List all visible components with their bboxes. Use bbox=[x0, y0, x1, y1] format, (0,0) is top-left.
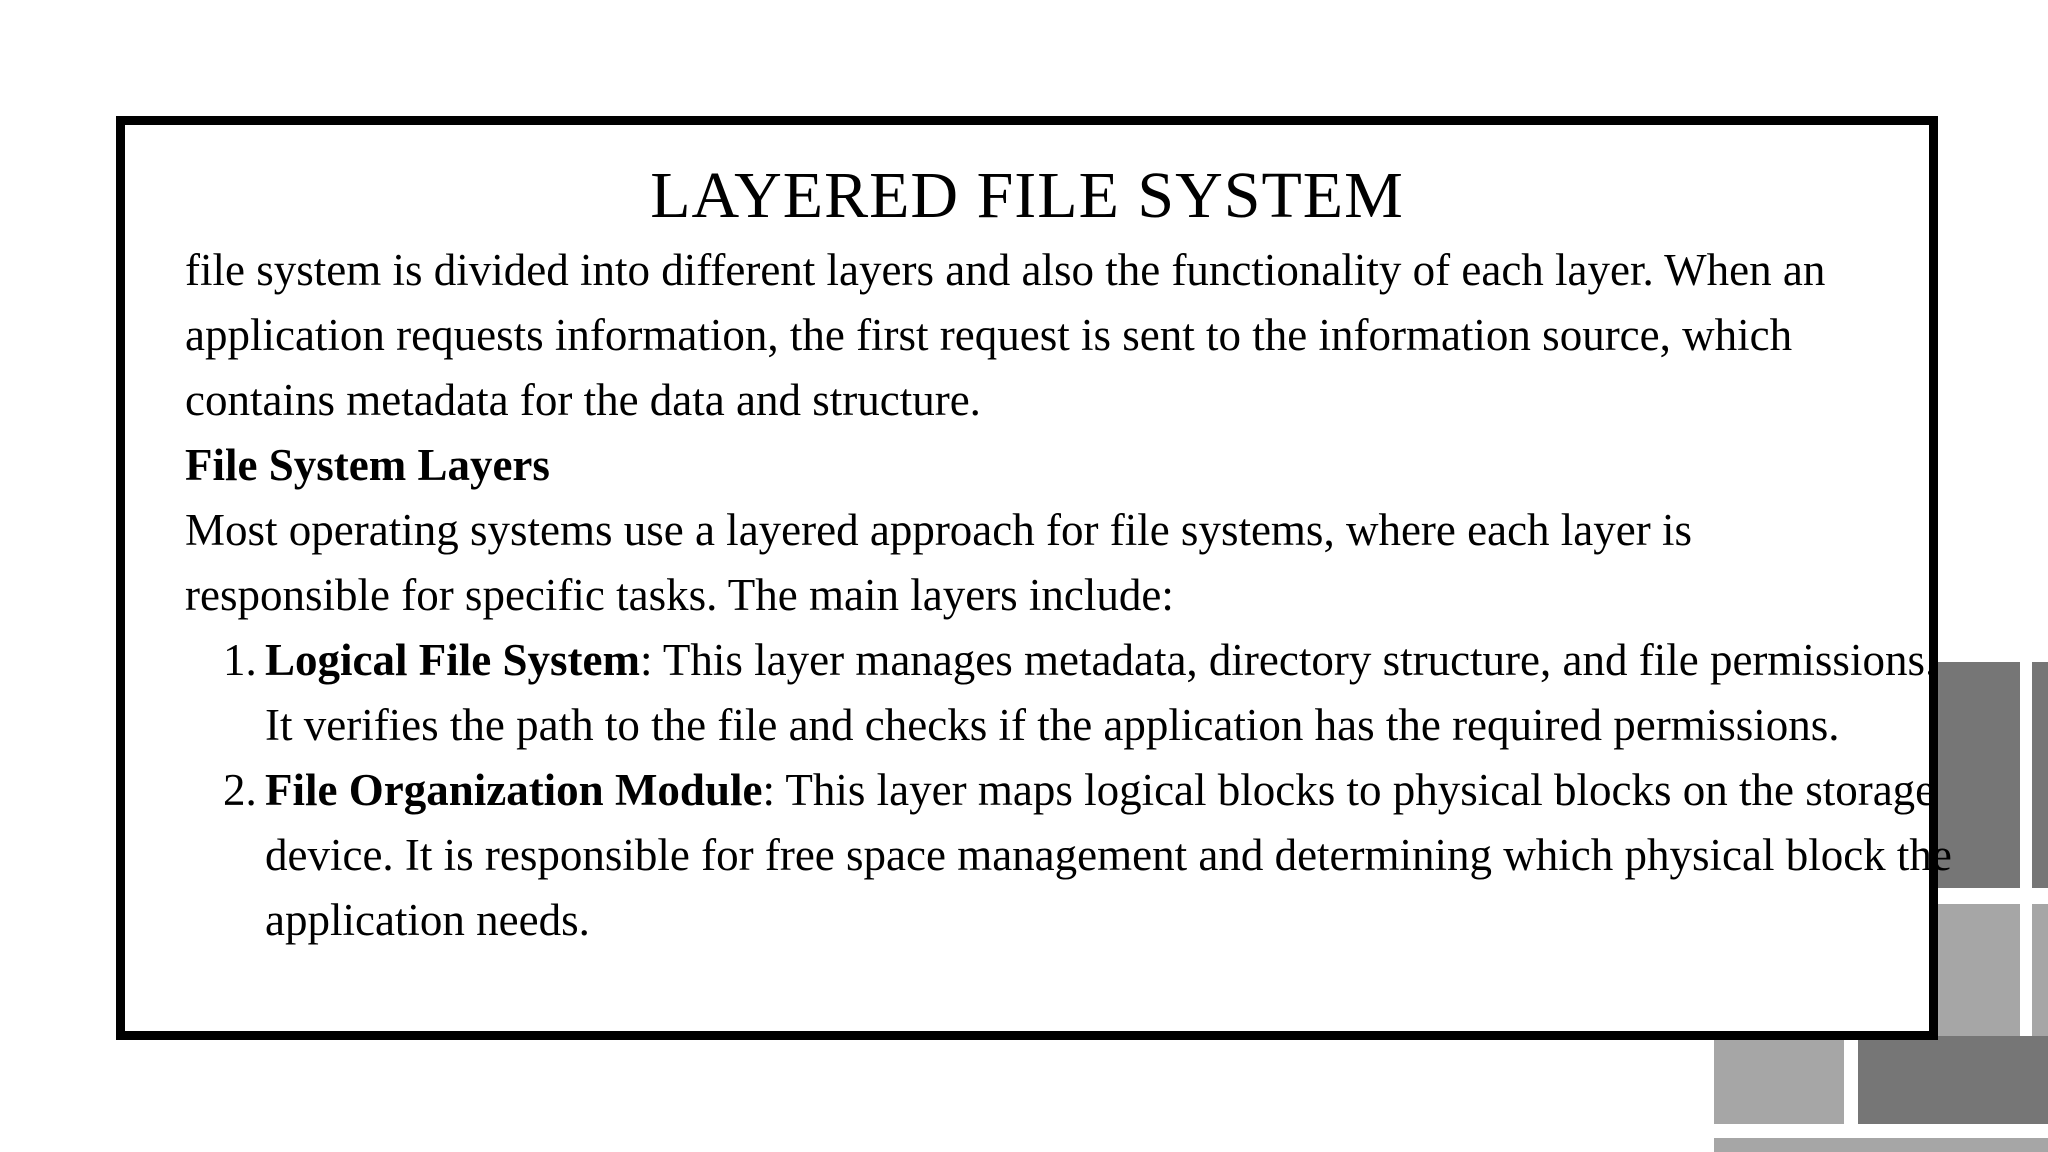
decorative-block bbox=[1714, 1138, 2048, 1152]
decorative-block bbox=[2032, 904, 2048, 1036]
section-intro-paragraph: Most operating systems use a layered approach for file systems, where each layer is responsible for specific tasks. The main layers include: bbox=[185, 505, 1692, 620]
intro-paragraph: file system is divided into different layers and also the functionality of each layer. When an application requests information, the first request is sent to the information source, which contains metadata for the data and structure. bbox=[185, 245, 1826, 425]
decorative-block bbox=[2032, 662, 2048, 888]
list-item bbox=[185, 628, 1965, 758]
content-card bbox=[116, 116, 1952, 1040]
list-item-description: : This layer manages metadata, directory structure, and file permissions. It verifies the path to the file and checks if the application has the required permissions. bbox=[265, 635, 1937, 750]
list-item-number: 1. bbox=[223, 635, 257, 685]
list-item-number: 2. bbox=[223, 765, 257, 815]
content-body bbox=[185, 238, 1952, 953]
layers-list bbox=[185, 628, 1952, 953]
decorative-block bbox=[1714, 1036, 1844, 1124]
list-item-term: Logical File System bbox=[265, 635, 640, 685]
section-heading: File System Layers bbox=[185, 440, 550, 490]
list-item bbox=[185, 758, 1965, 953]
list-item-term: File Organization Module bbox=[265, 765, 763, 815]
list-item-description: : This layer maps logical blocks to physical blocks on the storage device. It is responsible for free space management and determining which physical block the application needs. bbox=[265, 765, 1952, 945]
slide-title: LAYERED FILE SYSTEM bbox=[650, 159, 1404, 232]
decorative-block bbox=[1858, 1036, 2048, 1124]
